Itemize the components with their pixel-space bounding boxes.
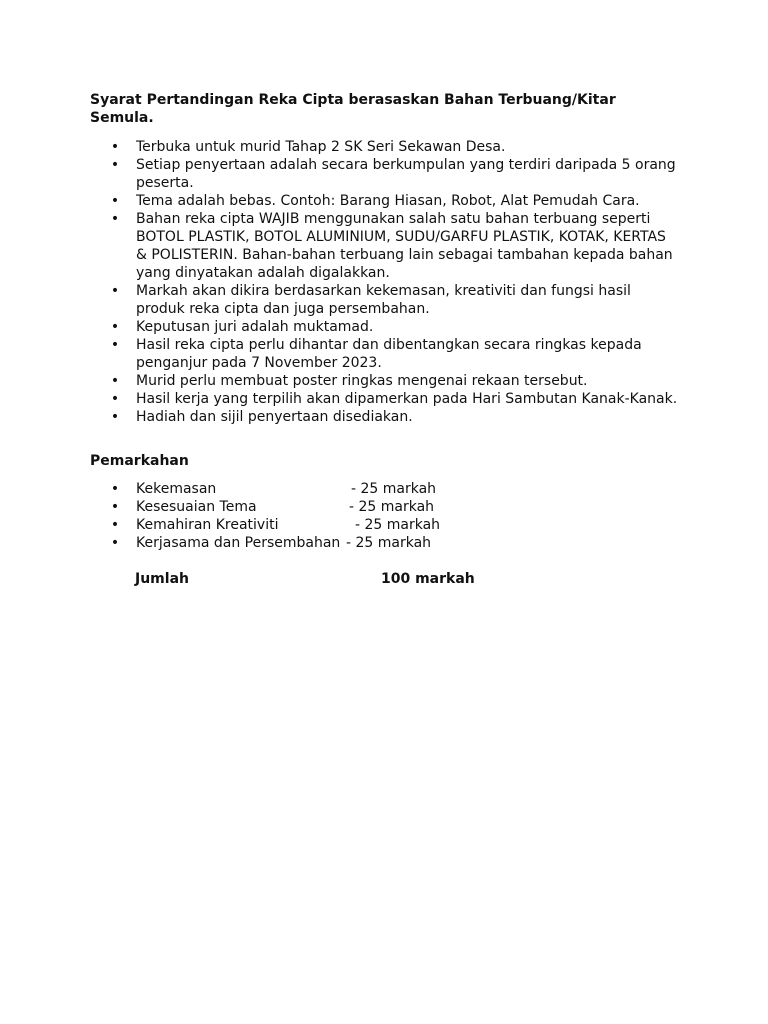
bullet-icon: •: [110, 319, 120, 335]
rule-text: Hasil reka cipta perlu dihantar dan dibentangkan secara ringkas kepada penganjur pada 7 November 2023.: [136, 337, 642, 371]
rule-text: Bahan reka cipta WAJIB menggunakan salah satu bahan terbuang seperti BOTOL PLASTIK, BOTOL ALUMINIUM, SUDU/GARFU PLASTIK, KOTAK, KERTAS & POLISTERIN. Bahan-bahan terbuang lain sebagai tambahan kepada bahan yang dinyatakan adalah digalakkan.: [136, 211, 673, 281]
rule-text: Hadiah dan sijil penyertaan disediakan.: [136, 409, 413, 425]
criterion-score: - 25 markah: [355, 517, 441, 533]
list-item: [90, 282, 680, 318]
criterion-label: Kekemasan: [136, 481, 217, 497]
bullet-icon: •: [110, 499, 120, 515]
list-item: [90, 192, 680, 210]
rule-text: Terbuka untuk murid Tahap 2 SK Seri Sekawan Desa.: [136, 139, 506, 155]
list-item: [90, 408, 680, 426]
bullet-icon: •: [110, 193, 120, 209]
bullet-icon: •: [110, 157, 120, 173]
bullet-icon: •: [110, 211, 120, 227]
list-item: [90, 390, 680, 408]
list-item: [90, 498, 510, 516]
total-value: 100 markah: [381, 571, 475, 587]
bullet-icon: •: [110, 337, 120, 353]
marking-heading: Pemarkahan: [90, 453, 189, 469]
criterion-score: - 25 markah: [351, 481, 437, 497]
bullet-icon: •: [110, 391, 120, 407]
bullet-icon: •: [110, 409, 120, 425]
bullet-icon: •: [110, 139, 120, 155]
criterion-label: Kerjasama dan Persembahan: [136, 535, 341, 551]
criterion-score: - 25 markah: [346, 535, 432, 551]
rule-text: Tema adalah bebas. Contoh: Barang Hiasan, Robot, Alat Pemudah Cara.: [136, 193, 640, 209]
bullet-icon: •: [110, 373, 120, 389]
bullet-icon: •: [110, 481, 120, 497]
rule-text: Markah akan dikira berdasarkan kekemasan, kreativiti dan fungsi hasil produk reka cipta dan juga persembahan.: [136, 283, 631, 317]
rule-text: Hasil kerja yang terpilih akan dipamerkan pada Hari Sambutan Kanak-Kanak.: [136, 391, 678, 407]
rules-list: [90, 138, 680, 426]
list-item: [90, 372, 680, 390]
list-item: [90, 210, 680, 282]
list-item: [90, 534, 510, 552]
criterion-score: - 25 markah: [349, 499, 435, 515]
list-item: [90, 318, 680, 336]
document-title: Syarat Pertandingan Reka Cipta berasaskan Bahan Terbuang/Kitar Semula.: [90, 92, 616, 126]
list-item: [90, 138, 680, 156]
list-item: [90, 480, 510, 498]
rule-text: Keputusan juri adalah muktamad.: [136, 319, 374, 335]
total-label: Jumlah: [135, 571, 189, 587]
rule-text: Setiap penyertaan adalah secara berkumpulan yang terdiri daripada 5 orang peserta.: [136, 157, 676, 191]
list-item: [90, 516, 510, 534]
bullet-icon: •: [110, 535, 120, 551]
criterion-label: Kesesuaian Tema: [136, 499, 257, 515]
bullet-icon: •: [110, 283, 120, 299]
marking-criteria-list: [90, 480, 510, 552]
bullet-icon: •: [110, 517, 120, 533]
list-item: [90, 156, 680, 192]
rule-text: Murid perlu membuat poster ringkas mengenai rekaan tersebut.: [136, 373, 588, 389]
list-item: [90, 336, 680, 372]
criterion-label: Kemahiran Kreativiti: [136, 517, 279, 533]
